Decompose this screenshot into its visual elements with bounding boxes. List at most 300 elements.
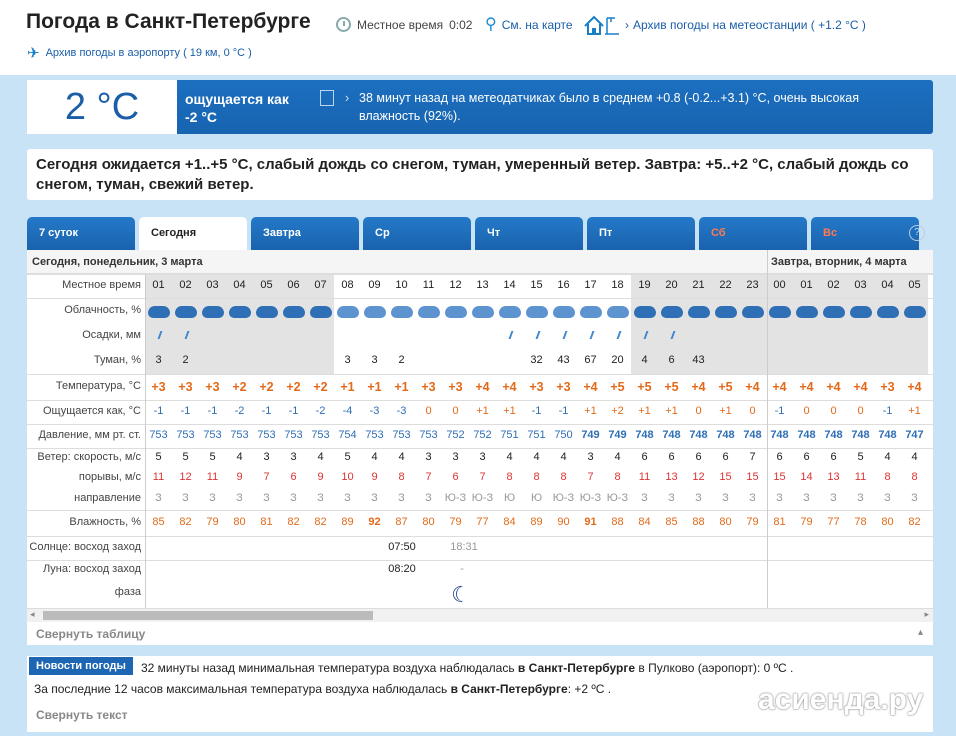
scroll-right-icon[interactable]: ▸ [924, 609, 929, 619]
cell-feels: 0 [830, 405, 837, 417]
cell-temp: +3 [448, 380, 463, 394]
cell-hours: 03 [206, 279, 219, 291]
cell-dir: З [911, 492, 918, 504]
cell-press: 751 [527, 429, 546, 441]
cell-hours: 09 [368, 279, 381, 291]
row-label-moon: Луна: восход заход [42, 563, 141, 575]
cloud-icon [337, 306, 359, 318]
cell-wind: 4 [371, 451, 378, 463]
cell-press: 753 [284, 429, 303, 441]
cell-hours: 11 [422, 279, 435, 291]
archive-airport-label: Архив погоды в аэропорту ( 19 км, 0 °С ) [45, 47, 252, 59]
cloud-icon [472, 306, 494, 318]
news-badge[interactable]: Новости погоды [29, 657, 133, 675]
rain-drop-icon [563, 331, 568, 339]
cell-dir: З [695, 492, 702, 504]
watermark-logo: асиенда.ру [758, 683, 924, 716]
scrollbar-thumb[interactable] [43, 611, 373, 620]
fog-value: 6 [668, 354, 675, 366]
cloud-icon [526, 306, 548, 318]
cell-temp: +4 [772, 380, 787, 394]
cell-press: 748 [851, 429, 870, 441]
cell-feels: +2 [611, 405, 624, 417]
cell-hours: 13 [476, 279, 489, 291]
cell-gust: 7 [263, 471, 270, 483]
cell-feels: +1 [719, 405, 732, 417]
feels-like: ощущается как -2 °С [185, 91, 289, 125]
cell-press: 747 [905, 429, 924, 441]
cell-hours: 20 [665, 279, 678, 291]
cell-temp: +4 [691, 380, 706, 394]
cell-gust: 12 [179, 471, 192, 483]
cloud-icon [310, 306, 332, 318]
column-divider [145, 274, 146, 608]
fog-value: 32 [530, 354, 543, 366]
cell-hours: 08 [341, 279, 354, 291]
cell-dir: З [236, 492, 243, 504]
cloud-icon [202, 306, 224, 318]
cell-wind: 3 [452, 451, 459, 463]
cloud-icon [148, 306, 170, 318]
cell-temp: +4 [826, 380, 841, 394]
tab-day-3[interactable]: Ср [363, 217, 471, 250]
cell-gust: 15 [773, 471, 786, 483]
tab-day-5[interactable]: Пт [587, 217, 695, 250]
local-time [336, 17, 472, 32]
cell-gust: 9 [371, 471, 378, 483]
grid-line [27, 274, 933, 275]
cell-temp: +2 [259, 380, 274, 394]
cell-wind: 6 [695, 451, 702, 463]
cell-dir: З [398, 492, 405, 504]
cell-feels: -1 [882, 405, 893, 417]
cell-hum: 92 [368, 516, 381, 528]
cell-hours: 14 [503, 279, 516, 291]
cell-press: 748 [716, 429, 735, 441]
cell-wind: 4 [506, 451, 513, 463]
cloud-icon [688, 306, 710, 318]
cell-dir: З [263, 492, 270, 504]
cloud-icon [796, 306, 818, 318]
tab-day-1[interactable]: Сегодня [139, 217, 247, 250]
row-label-clouds: Облачность, % [64, 304, 141, 316]
cell-gust: 15 [719, 471, 732, 483]
fog-value: 20 [611, 354, 624, 366]
cell-gust: 7 [479, 471, 486, 483]
cell-press: 752 [446, 429, 465, 441]
cell-dir: Ю-З [444, 492, 467, 504]
sunrise-time: 07:50 [388, 541, 416, 553]
cell-feels: -1 [180, 405, 191, 417]
cell-dir: Ю [530, 492, 543, 504]
fog-value: 43 [557, 354, 570, 366]
cloud-icon [715, 306, 737, 318]
cell-wind: 4 [398, 451, 405, 463]
cell-feels: -1 [261, 405, 272, 417]
rain-drop-icon [509, 331, 514, 339]
tab-day-2[interactable]: Завтра [251, 217, 359, 250]
map-link-label: См. на карте [501, 18, 573, 32]
moonset-time: - [460, 563, 464, 575]
cell-feels: +1 [908, 405, 921, 417]
cell-gust: 11 [152, 471, 165, 483]
grid-line [27, 536, 933, 537]
current-weather [27, 80, 933, 134]
cell-press: 754 [338, 429, 357, 441]
cell-dir: З [155, 492, 162, 504]
cell-press: 752 [473, 429, 492, 441]
cell-hours: 17 [584, 279, 597, 291]
cell-gust: 11 [638, 471, 651, 483]
cell-gust: 9 [317, 471, 324, 483]
cell-wind: 6 [830, 451, 837, 463]
cell-temp: +3 [421, 380, 436, 394]
cell-press: 753 [176, 429, 195, 441]
cell-hum: 89 [341, 516, 354, 528]
cell-gust: 9 [236, 471, 243, 483]
cell-hum: 80 [719, 516, 732, 528]
cell-gust: 8 [884, 471, 891, 483]
cell-hum: 79 [449, 516, 462, 528]
cell-hum: 77 [476, 516, 489, 528]
cloud-icon [256, 306, 278, 318]
cloud-icon [499, 306, 521, 318]
cell-hours: 06 [287, 279, 300, 291]
cell-feels: -1 [774, 405, 785, 417]
cloud-icon [418, 306, 440, 318]
cell-press: 751 [500, 429, 519, 441]
cell-press: 748 [743, 429, 762, 441]
cloud-icon [742, 306, 764, 318]
cell-hum: 84 [503, 516, 516, 528]
cell-hum: 91 [584, 516, 597, 528]
cloud-icon [661, 306, 683, 318]
collapse-table-button[interactable]: Свернуть таблицу [36, 627, 146, 641]
moonrise-time: 08:20 [388, 563, 416, 575]
cloud-icon [553, 306, 575, 318]
cell-gust: 6 [290, 471, 297, 483]
grid-line [27, 374, 933, 375]
rain-drop-icon [590, 331, 595, 339]
cell-hours: 19 [638, 279, 651, 291]
cell-feels: -1 [207, 405, 218, 417]
cloud-icon [769, 306, 791, 318]
cell-feels: 0 [452, 405, 459, 417]
cell-hours: 12 [449, 279, 462, 291]
archive-station-link[interactable]: › Архив погоды на метеостанции ( +1.2 °С ) [583, 14, 866, 36]
cell-hours: 05 [908, 279, 921, 291]
cell-feels: 0 [749, 405, 756, 417]
cloud-icon [877, 306, 899, 318]
cell-feels: 0 [695, 405, 702, 417]
cell-wind: 6 [722, 451, 729, 463]
fog-value: 67 [584, 354, 597, 366]
cell-press: 753 [365, 429, 384, 441]
fog-value: 4 [641, 354, 648, 366]
fog-value: 3 [155, 354, 162, 366]
cell-temp: +4 [583, 380, 598, 394]
cell-wind: 3 [425, 451, 432, 463]
cell-press: 753 [392, 429, 411, 441]
fog-value: 2 [398, 354, 405, 366]
cell-hours: 21 [692, 279, 705, 291]
current-temperature: 2 °С [27, 80, 177, 134]
cell-temp: +2 [232, 380, 247, 394]
cell-hum: 80 [881, 516, 894, 528]
cell-dir: З [722, 492, 729, 504]
cloud-icon [634, 306, 656, 318]
plane-icon: ✈ [27, 45, 40, 62]
cell-wind: 3 [587, 451, 594, 463]
cloud-icon [904, 306, 926, 318]
cell-wind: 7 [749, 451, 756, 463]
cell-hum: 88 [611, 516, 624, 528]
cell-wind: 4 [614, 451, 621, 463]
cell-hours: 01 [152, 279, 165, 291]
cell-press: 753 [203, 429, 222, 441]
row-label-dir: направление [74, 492, 141, 504]
sunset-time: 18:31 [450, 541, 478, 553]
cell-temp: +4 [745, 380, 760, 394]
cell-temp: +1 [394, 380, 409, 394]
cloud-icon [229, 306, 251, 318]
cell-feels: 0 [857, 405, 864, 417]
cell-hours: 03 [854, 279, 867, 291]
cell-temp: +3 [529, 380, 544, 394]
fog-value: 43 [692, 354, 705, 366]
cell-dir: З [290, 492, 297, 504]
cell-dir: З [857, 492, 864, 504]
cloud-icon [607, 306, 629, 318]
cell-press: 748 [797, 429, 816, 441]
cell-feels: -4 [342, 405, 353, 417]
cell-feels: -2 [234, 405, 245, 417]
cell-hum: 89 [530, 516, 543, 528]
cell-hours: 02 [179, 279, 192, 291]
cell-dir: Ю-З [471, 492, 494, 504]
cell-feels: -1 [288, 405, 299, 417]
cloud-icon [391, 306, 413, 318]
row-label-fog: Туман, % [93, 354, 141, 366]
cell-hum: 82 [908, 516, 921, 528]
row-label-wind: Ветер: скорость, м/с [37, 451, 141, 463]
cell-hum: 82 [287, 516, 300, 528]
cell-dir: Ю [503, 492, 516, 504]
cell-hum: 80 [422, 516, 435, 528]
cell-temp: +4 [799, 380, 814, 394]
cell-hum: 90 [557, 516, 570, 528]
cell-dir: З [317, 492, 324, 504]
cell-gust: 6 [452, 471, 459, 483]
cell-hours: 10 [395, 279, 408, 291]
cell-hours: 04 [233, 279, 246, 291]
cell-hours: 23 [746, 279, 759, 291]
cell-dir: З [668, 492, 675, 504]
cloud-icon [175, 306, 197, 318]
cell-hours: 16 [557, 279, 570, 291]
tab-7-days[interactable]: 7 суток [27, 217, 135, 250]
cell-dir: З [182, 492, 189, 504]
cell-wind: 4 [533, 451, 540, 463]
cell-gust: 12 [692, 471, 705, 483]
hourly-table [27, 250, 933, 645]
cell-hum: 82 [314, 516, 327, 528]
cell-press: 753 [257, 429, 276, 441]
cell-gust: 8 [911, 471, 918, 483]
cell-hours: 04 [881, 279, 894, 291]
cell-temp: +2 [313, 380, 328, 394]
cell-hours: 07 [314, 279, 327, 291]
cell-press: 750 [554, 429, 573, 441]
cell-press: 749 [581, 429, 600, 441]
cloud-icon [445, 306, 467, 318]
grid-line [27, 400, 933, 401]
cell-hum: 77 [827, 516, 840, 528]
grid-line [27, 510, 933, 511]
cell-hum: 87 [395, 516, 408, 528]
cell-press: 753 [149, 429, 168, 441]
cell-hours: 15 [530, 279, 543, 291]
cell-temp: +1 [340, 380, 355, 394]
grid-line [27, 298, 933, 299]
tab-day-4[interactable]: Чт [475, 217, 583, 250]
cell-wind: 6 [776, 451, 783, 463]
cloud-icon [283, 306, 305, 318]
cell-wind: 5 [209, 451, 216, 463]
cell-wind: 4 [236, 451, 243, 463]
horizontal-scrollbar[interactable] [27, 608, 933, 622]
cell-dir: З [776, 492, 783, 504]
cell-press: 748 [878, 429, 897, 441]
fog-value: 3 [371, 354, 378, 366]
cell-dir: З [830, 492, 837, 504]
day-header-today: Сегодня, понедельник, 3 марта [27, 250, 767, 274]
cell-wind: 5 [182, 451, 189, 463]
cell-press: 749 [608, 429, 627, 441]
cell-temp: +4 [853, 380, 868, 394]
map-pin-icon: ⚲ [485, 16, 497, 33]
cell-temp: +4 [475, 380, 490, 394]
cell-dir: З [371, 492, 378, 504]
cell-wind: 6 [803, 451, 810, 463]
fog-value: 3 [344, 354, 351, 366]
cell-dir: З [425, 492, 432, 504]
cell-feels: -2 [315, 405, 326, 417]
scroll-left-icon[interactable]: ◂ [30, 609, 35, 619]
cell-wind: 5 [155, 451, 162, 463]
tab-day-7[interactable]: Вс [811, 217, 919, 250]
cell-feels: +1 [503, 405, 516, 417]
row-label-hum: Влажность, % [69, 516, 141, 528]
cell-gust: 8 [398, 471, 405, 483]
cell-dir: З [209, 492, 216, 504]
cell-press: 748 [662, 429, 681, 441]
fog-value: 2 [182, 354, 189, 366]
cell-hum: 79 [800, 516, 813, 528]
cell-hum: 79 [206, 516, 219, 528]
cell-wind: 3 [479, 451, 486, 463]
cell-hum: 84 [638, 516, 651, 528]
cell-gust: 14 [800, 471, 813, 483]
local-time-label: Местное время [357, 17, 444, 32]
cell-dir: З [749, 492, 756, 504]
row-label-sun: Солнце: восход заход [29, 541, 141, 553]
clock-icon [336, 17, 351, 32]
cell-wind: 4 [560, 451, 567, 463]
cell-gust: 15 [746, 471, 759, 483]
cell-gust: 8 [506, 471, 513, 483]
cell-feels: -1 [153, 405, 164, 417]
day-header-tomorrow: Завтра, вторник, 4 марта [767, 250, 933, 274]
cell-temp: +3 [151, 380, 166, 394]
cell-wind: 5 [857, 451, 864, 463]
cell-temp: +5 [610, 380, 625, 394]
cell-wind: 4 [317, 451, 324, 463]
cell-dir: З [344, 492, 351, 504]
cell-feels: -1 [531, 405, 542, 417]
rain-drop-icon [536, 331, 541, 339]
cell-wind: 3 [290, 451, 297, 463]
cloud-icon [580, 306, 602, 318]
cell-hours: 00 [773, 279, 786, 291]
cell-press: 748 [824, 429, 843, 441]
cell-gust: 7 [587, 471, 594, 483]
cell-press: 748 [635, 429, 654, 441]
archive-airport-link[interactable] [27, 44, 252, 62]
help-icon[interactable]: ? [909, 225, 925, 241]
row-label-time: Местное время [62, 279, 141, 291]
cell-press: 748 [770, 429, 789, 441]
moon-phase-icon: ☾ [451, 582, 471, 607]
cell-feels: +1 [665, 405, 678, 417]
cell-hours: 01 [800, 279, 813, 291]
cell-wind: 6 [668, 451, 675, 463]
day-tabs [27, 217, 933, 250]
row-label-precip: Осадки, мм [82, 329, 141, 341]
cell-wind: 3 [263, 451, 270, 463]
cell-temp: +4 [502, 380, 517, 394]
cell-gust: 8 [614, 471, 621, 483]
cell-hours: 22 [719, 279, 732, 291]
cloud-icon [364, 306, 386, 318]
row-label-gust: порывы, м/с [78, 471, 141, 483]
forecast-summary: Сегодня ожидается +1..+5 °С, слабый дождь со снегом, туман, умеренный ветер. Завтра: +5..+2 °С, слабый дождь со снегом, туман, свежий ветер. [27, 149, 933, 200]
row-label-phase: фаза [114, 586, 141, 598]
cell-feels: +1 [638, 405, 651, 417]
map-link[interactable] [485, 18, 573, 32]
cell-press: 753 [311, 429, 330, 441]
tab-day-6[interactable]: Сб [699, 217, 807, 250]
cell-hum: 85 [665, 516, 678, 528]
cell-gust: 11 [206, 471, 219, 483]
cell-temp: +3 [880, 380, 895, 394]
cell-temp: +4 [907, 380, 922, 394]
collapse-text-button[interactable]: Свернуть текст [36, 708, 128, 722]
cell-hum: 78 [854, 516, 867, 528]
cell-hum: 85 [152, 516, 165, 528]
cell-gust: 10 [341, 471, 354, 483]
cell-dir: Ю-З [606, 492, 629, 504]
cell-temp: +2 [286, 380, 301, 394]
collapse-arrow-icon[interactable]: ▴ [917, 627, 923, 638]
cell-feels: +1 [476, 405, 489, 417]
cell-temp: +5 [664, 380, 679, 394]
cell-gust: 8 [533, 471, 540, 483]
cell-gust: 13 [665, 471, 678, 483]
local-time-value: 0:02 [449, 17, 473, 32]
cell-press: 753 [230, 429, 249, 441]
cell-dir: З [884, 492, 891, 504]
